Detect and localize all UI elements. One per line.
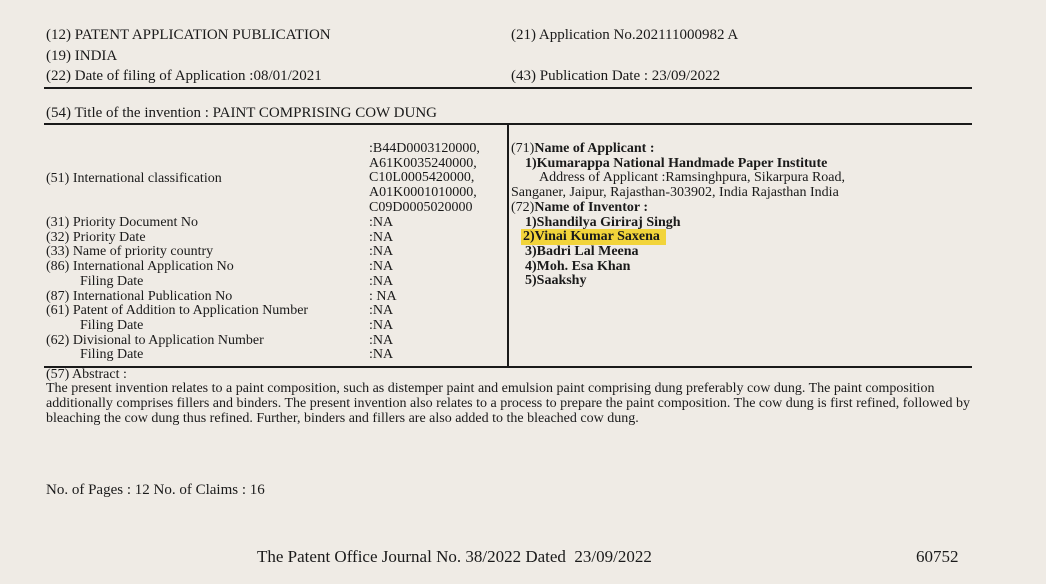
left-field-labels [46, 216, 308, 363]
abstract-label: (57) Abstract : [46, 367, 127, 382]
inventor-item: 4)Moh. Esa Khan [525, 258, 631, 274]
inventor-label: Name of Inventor : [534, 199, 648, 215]
filing-date: (22) Date of filing of Application :08/01/2021 [46, 68, 322, 84]
priority-date-label: (32) Priority Date [46, 229, 146, 245]
pages-and-claims: No. of Pages : 12 No. of Claims : 16 [46, 482, 265, 498]
priority-doc-label: (31) Priority Document No [46, 215, 199, 230]
publication-date: (43) Publication Date : 23/09/2022 [511, 68, 721, 84]
addition-filing-date-label: Filing Date [80, 317, 144, 333]
abstract-text: The present invention relates to a paint composition, such as distemper paint and emulsion paint comprising dung preferably cow dung. The paint composition additionally comprises fillers and binders. The present invention also relates to a process to prepare the paint composition. The cow dung is first refined, followed by bleaching the cow dung thus refined. Further, binders and fillers are also added to the bleached cow dung. [46, 381, 971, 426]
intl-filing-date-value: :NA [369, 273, 394, 289]
applicant-label-number: (71) [511, 141, 535, 156]
intl-app-no-value: :NA [369, 259, 394, 275]
addition-filing-date-value: :NA [369, 317, 394, 333]
priority-date-value: :NA [369, 229, 394, 245]
applicant-section [511, 142, 845, 289]
divisional-filing-date-value: :NA [369, 347, 394, 363]
inventor-item: 1)Shandilya Giriraj Singh [525, 214, 681, 230]
page-number: 60752 [916, 547, 959, 566]
applicant-address-line1: Address of Applicant :Ramsinghpura, Sikarpura Road, [539, 170, 846, 186]
invention-title: (54) Title of the invention : PAINT COMPRISING COW DUNG [46, 105, 438, 121]
country: (19) INDIA [46, 48, 118, 64]
priority-country-label: (33) Name of priority country [46, 244, 214, 260]
intl-filing-date-label: Filing Date [80, 273, 144, 289]
intl-classification-values [369, 142, 480, 216]
divisional-value: :NA [369, 332, 394, 348]
intl-classification-label: (51) International classification [46, 171, 222, 186]
intl-class-code: C09D0005020000 [369, 199, 473, 215]
inventor-label-number: (72) [511, 199, 535, 215]
intl-class-code: A61K0035240000, [369, 155, 477, 171]
header-divider [44, 87, 972, 89]
applicant-label: Name of Applicant : [534, 141, 655, 156]
applicant-name: 1)Kumarappa National Handmade Paper Institute [525, 155, 828, 171]
patent-addition-label: (61) Patent of Addition to Application Number [46, 303, 309, 319]
intl-class-code: :B44D0003120000, [369, 141, 480, 156]
left-field-values [369, 216, 397, 363]
intl-app-no-label: (86) International Application No [46, 259, 234, 275]
patent-addition-value: :NA [369, 303, 394, 319]
intl-pub-no-value: : NA [369, 288, 397, 304]
divisional-label: (62) Divisional to Application Number [46, 332, 264, 348]
table-bottom-divider [44, 366, 972, 368]
publication-type: (12) PATENT APPLICATION PUBLICATION [46, 27, 331, 43]
divisional-filing-date-label: Filing Date [80, 347, 144, 363]
intl-class-code: C10L0005420000, [369, 170, 475, 186]
inventor-item-highlighted: 2)Vinai Kumar Saxena [521, 229, 666, 245]
inventor-item: 5)Saakshy [525, 273, 587, 289]
intl-pub-no-label: (87) International Publication No [46, 288, 233, 304]
journal-footer: The Patent Office Journal No. 38/2022 Dated 23/09/2022 [257, 547, 652, 566]
intl-class-code: A01K0001010000, [369, 185, 477, 201]
inventor-item: 3)Badri Lal Meena [525, 243, 639, 259]
priority-country-value: :NA [369, 244, 394, 260]
application-number: (21) Application No.202111000982 A [511, 27, 739, 43]
priority-doc-value: :NA [369, 215, 394, 230]
column-divider [507, 124, 509, 367]
applicant-address-line2: Sanganer, Jaipur, Rajasthan-303902, India Rajasthan India [511, 185, 839, 201]
